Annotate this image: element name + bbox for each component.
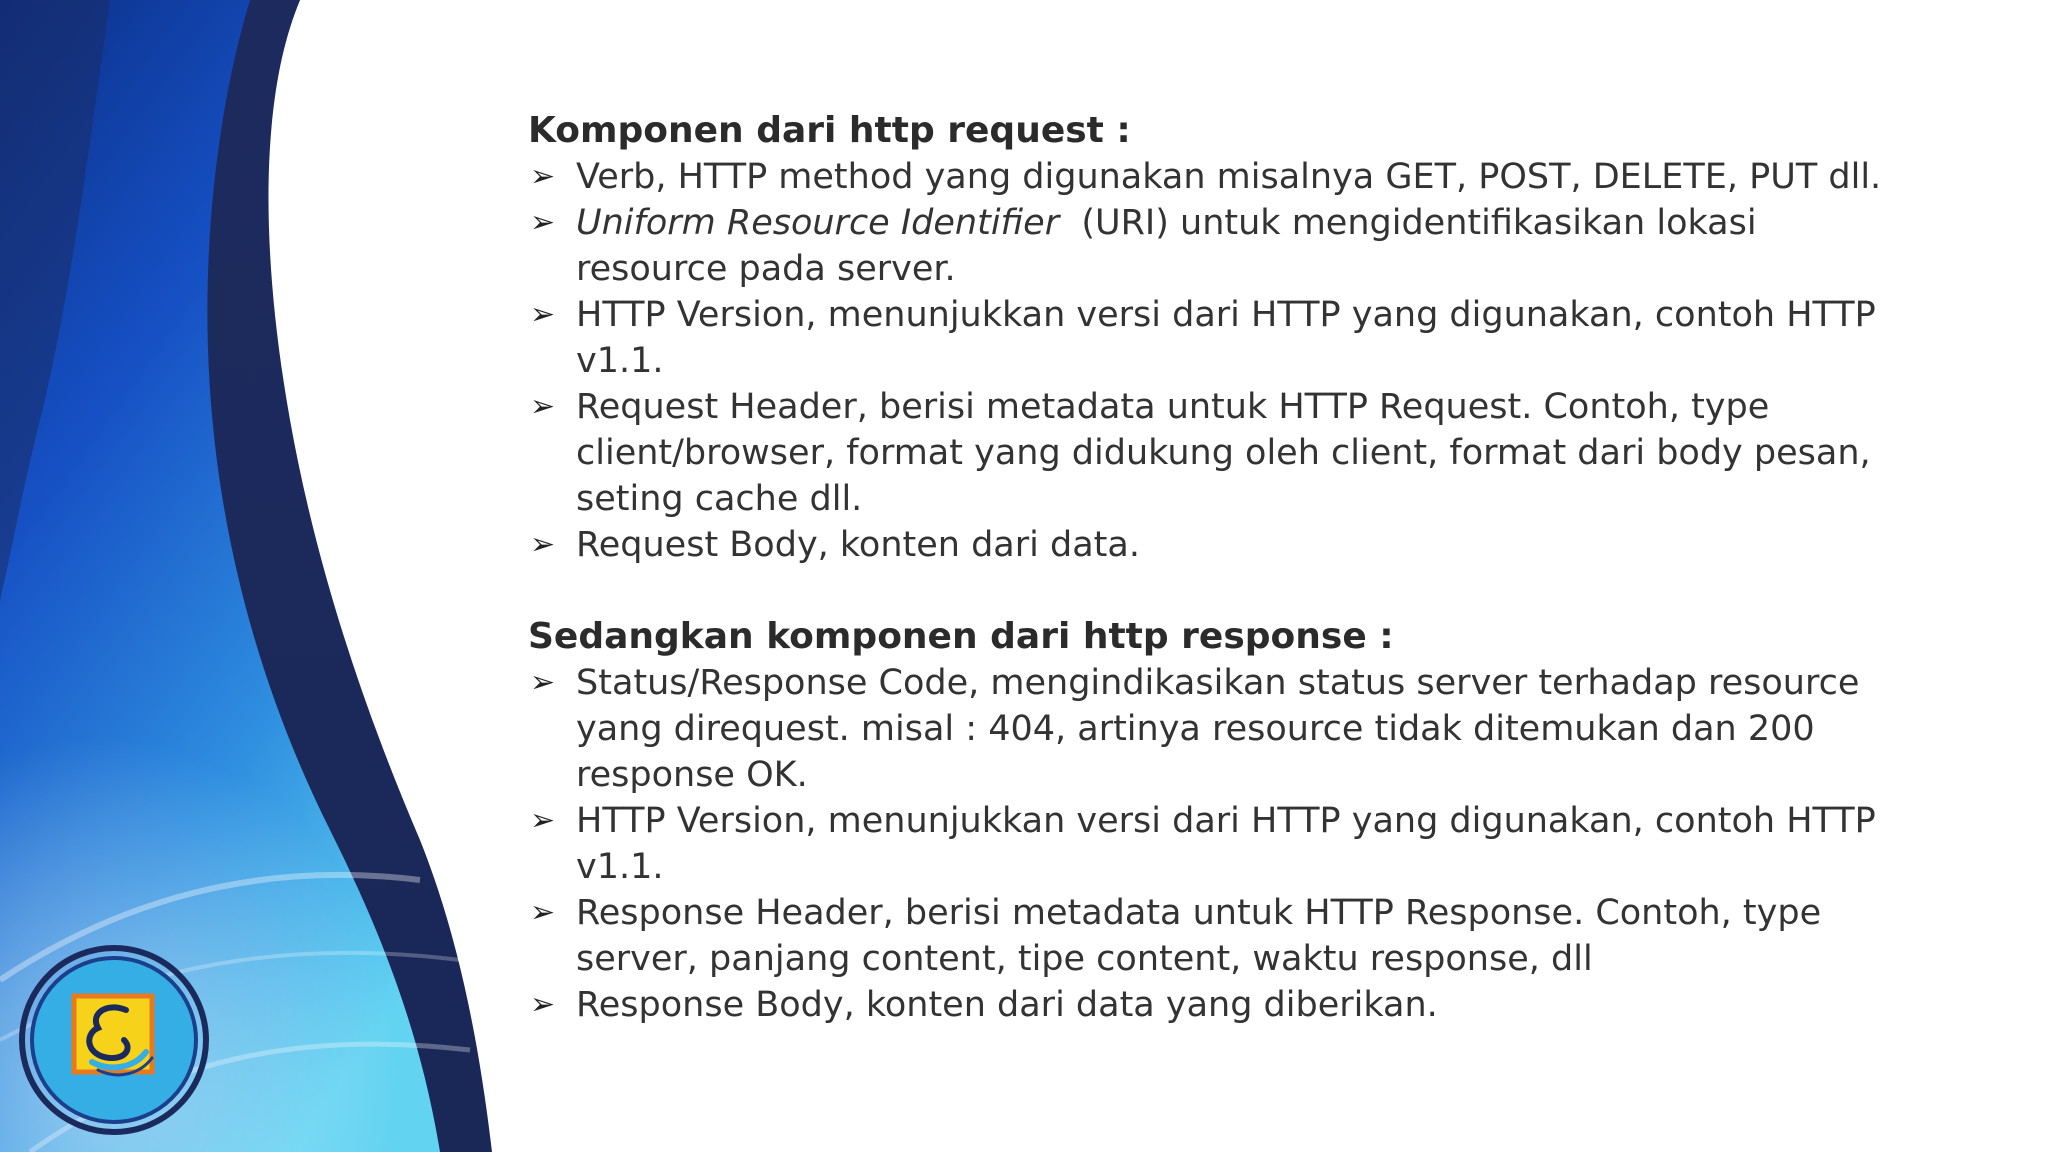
- slide-content: [528, 108, 1908, 1028]
- list-item: ➢ Request Header, berisi metadata untuk HTTP Request. Contoh, type client/browser, format yang didukung oleh client, format dari body pesan, seting cache dll.: [528, 384, 1908, 522]
- list-item: ➢ Status/Response Code, mengindikasikan status server terhadap resource yang direquest. misal : 404, artinya resource tidak ditemukan dan 200 response OK.: [528, 660, 1908, 798]
- arrow-bullet-icon: ➢: [530, 803, 556, 838]
- arrow-bullet-icon: ➢: [530, 665, 556, 700]
- uri-term: Uniform Resource Identifier: [576, 203, 1060, 243]
- arrow-bullet-icon: ➢: [530, 389, 556, 424]
- response-components-heading: Sedangkan komponen dari http response :: [528, 616, 1394, 657]
- arrow-bullet-icon: ➢: [530, 527, 556, 562]
- arrow-bullet-icon: ➢: [530, 205, 556, 240]
- list-item: ➢ Response Body, konten dari data yang diberikan.: [528, 982, 1908, 1028]
- list-item: ➢ Response Header, berisi metadata untuk HTTP Response. Contoh, type server, panjang content, tipe content, waktu response, dll: [528, 890, 1908, 982]
- university-logo: [14, 940, 214, 1140]
- list-item: ➢ Verb, HTTP method yang digunakan misalnya GET, POST, DELETE, PUT dll.: [528, 154, 1908, 200]
- arrow-bullet-icon: ➢: [530, 159, 556, 194]
- request-components-list: [528, 154, 1908, 568]
- arrow-bullet-icon: ➢: [530, 987, 556, 1022]
- request-components-heading: Komponen dari http request :: [528, 110, 1131, 151]
- list-item: ➢ Uniform Resource Identifier (URI) untuk mengidentifikasikan lokasi resource pada server.: [528, 200, 1908, 292]
- list-item: ➢ Request Body, konten dari data.: [528, 522, 1908, 568]
- list-item: ➢ HTTP Version, menunjukkan versi dari HTTP yang digunakan, contoh HTTP v1.1.: [528, 292, 1908, 384]
- arrow-bullet-icon: ➢: [530, 297, 556, 332]
- response-components-list: [528, 660, 1908, 1028]
- arrow-bullet-icon: ➢: [530, 895, 556, 930]
- list-item: ➢ HTTP Version, menunjukkan versi dari HTTP yang digunakan, contoh HTTP v1.1.: [528, 798, 1908, 890]
